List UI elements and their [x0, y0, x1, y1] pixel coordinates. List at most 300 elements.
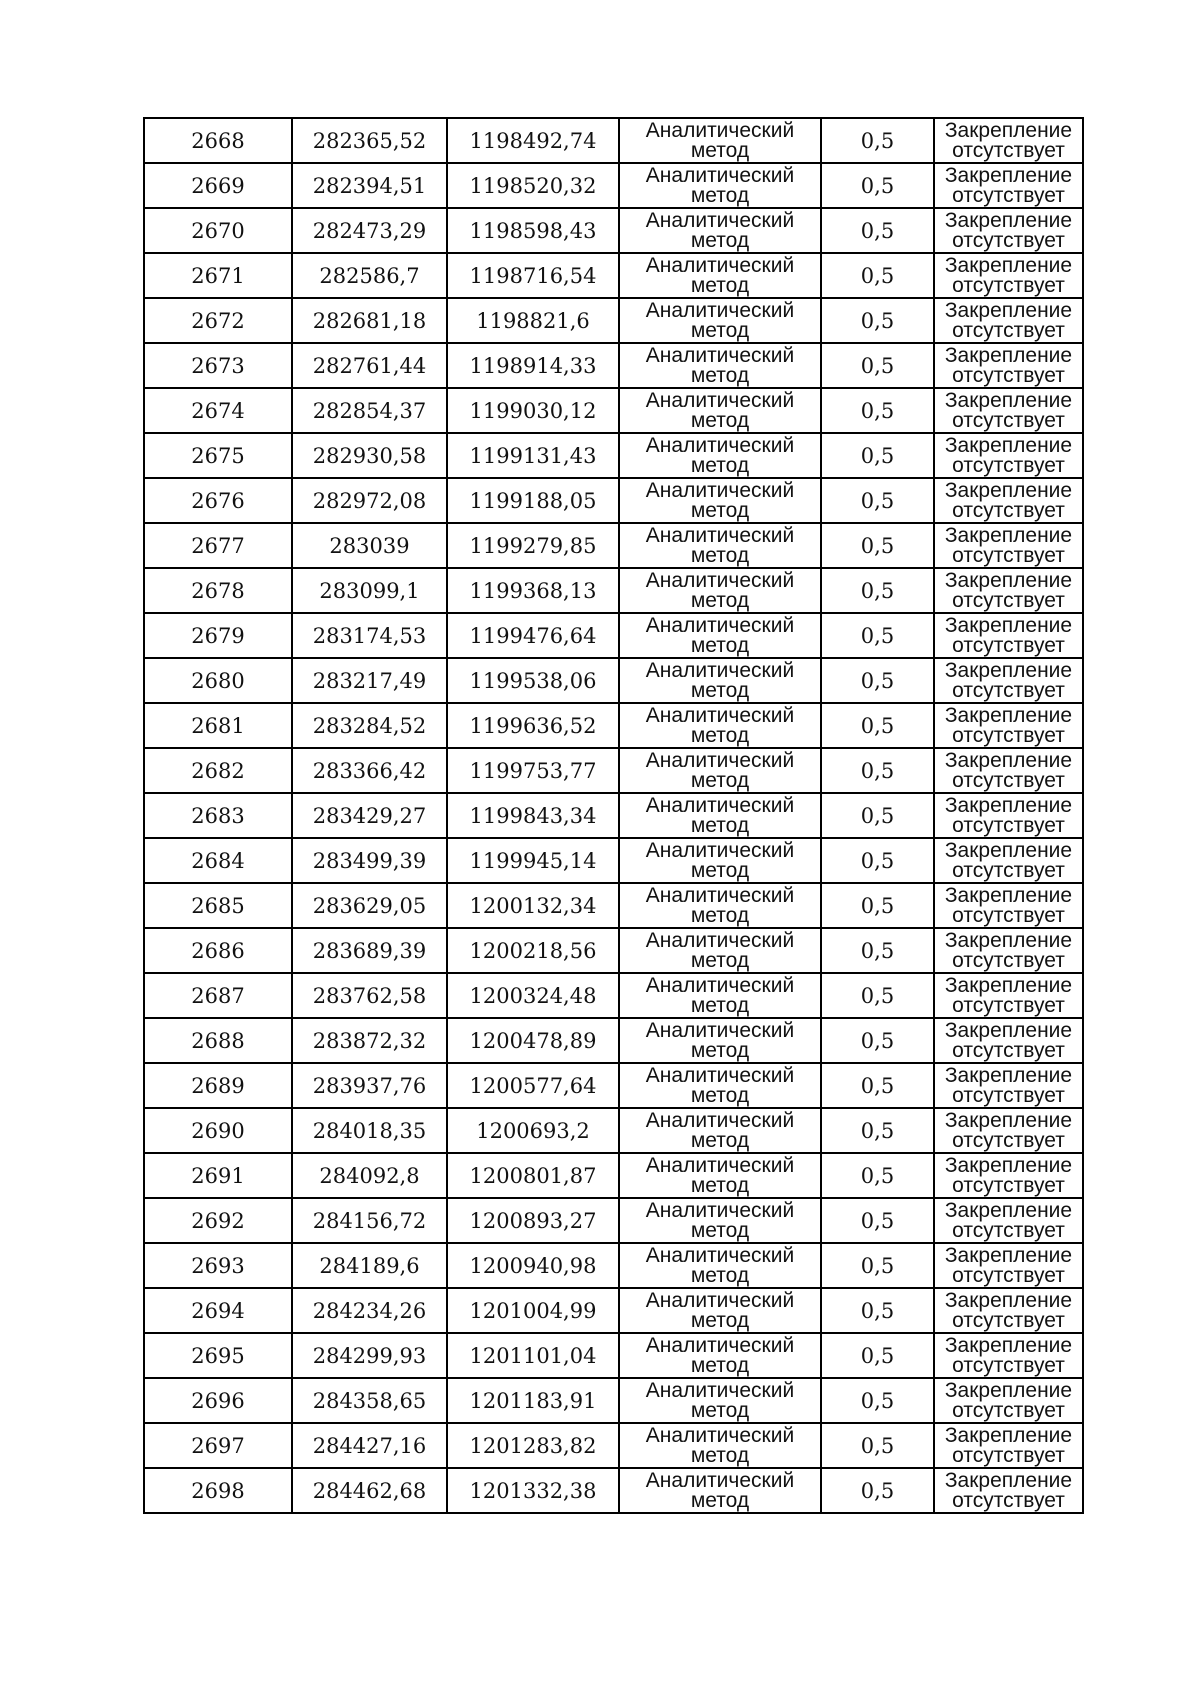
cell-method [619, 1108, 821, 1153]
cell-method-line-2: метод [690, 813, 750, 837]
cell-error: 0,5 [821, 343, 934, 388]
cell-method-line-2: метод [690, 498, 750, 522]
cell-method-line-2: метод [690, 678, 750, 702]
cell-fixing-line-2: отсутствует [952, 633, 1065, 657]
cell-fixing-line-1: Закрепление [944, 253, 1073, 277]
cell-fixing-line-2: отсутствует [952, 273, 1065, 297]
cell-y-coordinate: 1199753,77 [447, 748, 619, 793]
cell-point-number: 2694 [144, 1288, 292, 1333]
cell-fixing [934, 928, 1083, 973]
cell-fixing-line-1: Закрепление [944, 118, 1073, 142]
cell-x-coordinate: 283284,52 [292, 703, 447, 748]
cell-error: 0,5 [821, 208, 934, 253]
cell-point-number: 2698 [144, 1468, 292, 1513]
cell-fixing-line-1: Закрепление [944, 1378, 1073, 1402]
cell-fixing [934, 1423, 1083, 1468]
cell-point-number: 2680 [144, 658, 292, 703]
cell-error: 0,5 [821, 478, 934, 523]
cell-x-coordinate: 284018,35 [292, 1108, 447, 1153]
table-row [144, 928, 1083, 973]
cell-fixing-line-2: отсутствует [952, 1218, 1065, 1242]
cell-y-coordinate: 1200940,98 [447, 1243, 619, 1288]
cell-fixing-line-1: Закрепление [944, 568, 1073, 592]
cell-point-number: 2685 [144, 883, 292, 928]
cell-y-coordinate: 1199279,85 [447, 523, 619, 568]
cell-fixing-line-2: отсутствует [952, 1038, 1065, 1062]
cell-fixing-line-2: отсутствует [952, 1263, 1065, 1287]
cell-fixing-line-1: Закрепление [944, 1468, 1073, 1492]
cell-fixing [934, 883, 1083, 928]
table-row [144, 433, 1083, 478]
cell-method-line-1: Аналитический [645, 793, 795, 817]
cell-fixing-line-1: Закрепление [944, 1153, 1073, 1177]
cell-x-coordinate: 283039 [292, 523, 447, 568]
cell-method-line-2: метод [690, 768, 750, 792]
cell-y-coordinate: 1200324,48 [447, 973, 619, 1018]
cell-error: 0,5 [821, 1063, 934, 1108]
cell-x-coordinate: 282681,18 [292, 298, 447, 343]
cell-error: 0,5 [821, 163, 934, 208]
cell-error: 0,5 [821, 1288, 934, 1333]
table-row [144, 748, 1083, 793]
cell-error: 0,5 [821, 748, 934, 793]
cell-fixing [934, 793, 1083, 838]
cell-fixing [934, 208, 1083, 253]
cell-fixing [934, 118, 1083, 163]
cell-point-number: 2695 [144, 1333, 292, 1378]
cell-method-line-1: Аналитический [645, 253, 795, 277]
cell-method [619, 1468, 821, 1513]
cell-fixing-line-2: отсутствует [952, 993, 1065, 1017]
cell-error: 0,5 [821, 1333, 934, 1378]
cell-y-coordinate: 1198716,54 [447, 253, 619, 298]
cell-point-number: 2692 [144, 1198, 292, 1243]
cell-method-line-2: метод [690, 318, 750, 342]
cell-fixing [934, 1333, 1083, 1378]
cell-method [619, 1378, 821, 1423]
cell-fixing-line-2: отсутствует [952, 813, 1065, 837]
cell-point-number: 2693 [144, 1243, 292, 1288]
cell-method-line-2: метод [690, 453, 750, 477]
cell-fixing-line-1: Закрепление [944, 1063, 1073, 1087]
cell-method-line-2: метод [690, 1038, 750, 1062]
cell-method [619, 838, 821, 883]
cell-error: 0,5 [821, 253, 934, 298]
cell-method [619, 298, 821, 343]
cell-error: 0,5 [821, 1153, 934, 1198]
cell-method [619, 1333, 821, 1378]
cell-method-line-1: Аналитический [645, 343, 795, 367]
cell-method-line-2: метод [690, 1398, 750, 1422]
table-row [144, 793, 1083, 838]
cell-x-coordinate: 284092,8 [292, 1153, 447, 1198]
table-row [144, 1243, 1083, 1288]
cell-method [619, 253, 821, 298]
cell-fixing-line-1: Закрепление [944, 658, 1073, 682]
cell-fixing-line-2: отсутствует [952, 183, 1065, 207]
cell-fixing-line-1: Закрепление [944, 748, 1073, 772]
cell-method [619, 658, 821, 703]
cell-method-line-1: Аналитический [645, 613, 795, 637]
cell-fixing [934, 1153, 1083, 1198]
cell-error: 0,5 [821, 568, 934, 613]
cell-fixing-line-1: Закрепление [944, 343, 1073, 367]
cell-fixing [934, 1378, 1083, 1423]
table-row [144, 163, 1083, 208]
cell-fixing-line-2: отсутствует [952, 453, 1065, 477]
cell-method-line-2: метод [690, 993, 750, 1017]
table-row [144, 118, 1083, 163]
cell-fixing [934, 478, 1083, 523]
cell-method-line-2: метод [690, 273, 750, 297]
cell-x-coordinate: 283174,53 [292, 613, 447, 658]
cell-fixing [934, 613, 1083, 658]
cell-fixing-line-2: отсутствует [952, 723, 1065, 747]
cell-method-line-2: метод [690, 138, 750, 162]
cell-fixing-line-2: отсутствует [952, 903, 1065, 927]
cell-point-number: 2673 [144, 343, 292, 388]
cell-fixing-line-1: Закрепление [944, 613, 1073, 637]
cell-fixing-line-2: отсутствует [952, 1308, 1065, 1332]
cell-error: 0,5 [821, 658, 934, 703]
cell-method [619, 1198, 821, 1243]
cell-method [619, 388, 821, 433]
cell-fixing-line-2: отсутствует [952, 228, 1065, 252]
table-row [144, 658, 1083, 703]
cell-point-number: 2675 [144, 433, 292, 478]
cell-method-line-2: метод [690, 723, 750, 747]
cell-method-line-1: Аналитический [645, 478, 795, 502]
cell-y-coordinate: 1199476,64 [447, 613, 619, 658]
cell-method-line-2: метод [690, 903, 750, 927]
cell-error: 0,5 [821, 1243, 934, 1288]
cell-method-line-2: метод [690, 1173, 750, 1197]
cell-point-number: 2679 [144, 613, 292, 658]
cell-fixing [934, 433, 1083, 478]
cell-point-number: 2686 [144, 928, 292, 973]
cell-x-coordinate: 282473,29 [292, 208, 447, 253]
cell-method-line-2: метод [690, 633, 750, 657]
cell-error: 0,5 [821, 1423, 934, 1468]
cell-y-coordinate: 1200478,89 [447, 1018, 619, 1063]
cell-fixing-line-1: Закрепление [944, 1423, 1073, 1447]
cell-x-coordinate: 283366,42 [292, 748, 447, 793]
cell-point-number: 2690 [144, 1108, 292, 1153]
cell-point-number: 2689 [144, 1063, 292, 1108]
cell-fixing-line-1: Закрепление [944, 208, 1073, 232]
cell-x-coordinate: 284462,68 [292, 1468, 447, 1513]
cell-method-line-1: Аналитический [645, 1063, 795, 1087]
cell-point-number: 2697 [144, 1423, 292, 1468]
cell-fixing [934, 568, 1083, 613]
cell-fixing [934, 523, 1083, 568]
table-row [144, 568, 1083, 613]
cell-method-line-2: метод [690, 363, 750, 387]
cell-point-number: 2669 [144, 163, 292, 208]
cell-error: 0,5 [821, 1018, 934, 1063]
cell-method-line-1: Аналитический [645, 703, 795, 727]
cell-point-number: 2677 [144, 523, 292, 568]
cell-method-line-1: Аналитический [645, 298, 795, 322]
cell-method [619, 748, 821, 793]
cell-method-line-2: метод [690, 228, 750, 252]
cell-fixing [934, 973, 1083, 1018]
cell-method [619, 1288, 821, 1333]
cell-fixing-line-1: Закрепление [944, 703, 1073, 727]
cell-method-line-1: Аналитический [645, 1108, 795, 1132]
cell-x-coordinate: 283937,76 [292, 1063, 447, 1108]
cell-method-line-1: Аналитический [645, 568, 795, 592]
cell-fixing-line-2: отсутствует [952, 138, 1065, 162]
table-row [144, 838, 1083, 883]
cell-y-coordinate: 1199945,14 [447, 838, 619, 883]
table-row [144, 973, 1083, 1018]
cell-y-coordinate: 1200801,87 [447, 1153, 619, 1198]
cell-fixing-line-2: отсутствует [952, 768, 1065, 792]
cell-fixing-line-2: отсутствует [952, 588, 1065, 612]
cell-method [619, 883, 821, 928]
cell-x-coordinate: 284358,65 [292, 1378, 447, 1423]
cell-method-line-2: метод [690, 1308, 750, 1332]
cell-fixing-line-1: Закрепление [944, 163, 1073, 187]
cell-method [619, 973, 821, 1018]
cell-y-coordinate: 1200893,27 [447, 1198, 619, 1243]
cell-x-coordinate: 284189,6 [292, 1243, 447, 1288]
cell-x-coordinate: 283499,39 [292, 838, 447, 883]
cell-point-number: 2681 [144, 703, 292, 748]
cell-fixing-line-1: Закрепление [944, 523, 1073, 547]
cell-y-coordinate: 1199368,13 [447, 568, 619, 613]
cell-x-coordinate: 283629,05 [292, 883, 447, 928]
cell-error: 0,5 [821, 1378, 934, 1423]
cell-method-line-1: Аналитический [645, 1018, 795, 1042]
cell-method [619, 163, 821, 208]
table-row [144, 1018, 1083, 1063]
cell-method [619, 568, 821, 613]
cell-y-coordinate: 1199188,05 [447, 478, 619, 523]
cell-x-coordinate: 283872,32 [292, 1018, 447, 1063]
cell-x-coordinate: 282930,58 [292, 433, 447, 478]
cell-fixing-line-1: Закрепление [944, 838, 1073, 862]
table-row [144, 1153, 1083, 1198]
cell-fixing [934, 1108, 1083, 1153]
cell-method [619, 1018, 821, 1063]
cell-fixing [934, 658, 1083, 703]
cell-method [619, 433, 821, 478]
cell-point-number: 2683 [144, 793, 292, 838]
cell-fixing [934, 163, 1083, 208]
cell-point-number: 2674 [144, 388, 292, 433]
cell-y-coordinate: 1201101,04 [447, 1333, 619, 1378]
table-row [144, 613, 1083, 658]
table-row [144, 883, 1083, 928]
cell-method-line-1: Аналитический [645, 163, 795, 187]
cell-method-line-1: Аналитический [645, 118, 795, 142]
cell-fixing-line-2: отсутствует [952, 1083, 1065, 1107]
cell-point-number: 2682 [144, 748, 292, 793]
cell-point-number: 2670 [144, 208, 292, 253]
cell-fixing-line-2: отсутствует [952, 1488, 1065, 1512]
cell-fixing-line-2: отсутствует [952, 1128, 1065, 1152]
table-row [144, 343, 1083, 388]
cell-method-line-1: Аналитический [645, 883, 795, 907]
cell-fixing-line-1: Закрепление [944, 928, 1073, 952]
cell-method [619, 703, 821, 748]
cell-y-coordinate: 1198520,32 [447, 163, 619, 208]
table-row [144, 523, 1083, 568]
cell-y-coordinate: 1199843,34 [447, 793, 619, 838]
cell-method-line-1: Аналитический [645, 1243, 795, 1267]
table-row [144, 1468, 1083, 1513]
cell-fixing [934, 1288, 1083, 1333]
cell-fixing [934, 703, 1083, 748]
cell-method-line-1: Аналитический [645, 388, 795, 412]
cell-point-number: 2676 [144, 478, 292, 523]
cell-y-coordinate: 1200577,64 [447, 1063, 619, 1108]
cell-fixing-line-2: отсутствует [952, 498, 1065, 522]
cell-y-coordinate: 1200132,34 [447, 883, 619, 928]
cell-method [619, 118, 821, 163]
table-row [144, 208, 1083, 253]
cell-y-coordinate: 1200693,2 [447, 1108, 619, 1153]
cell-fixing [934, 1198, 1083, 1243]
cell-y-coordinate: 1198914,33 [447, 343, 619, 388]
cell-x-coordinate: 282854,37 [292, 388, 447, 433]
cell-error: 0,5 [821, 928, 934, 973]
cell-error: 0,5 [821, 118, 934, 163]
cell-method [619, 1153, 821, 1198]
table-row [144, 1333, 1083, 1378]
cell-fixing [934, 1018, 1083, 1063]
table-row [144, 1378, 1083, 1423]
cell-y-coordinate: 1201004,99 [447, 1288, 619, 1333]
cell-method-line-2: метод [690, 408, 750, 432]
cell-fixing-line-1: Закрепление [944, 1288, 1073, 1312]
cell-point-number: 2684 [144, 838, 292, 883]
cell-method-line-1: Аналитический [645, 1333, 795, 1357]
cell-method-line-1: Аналитический [645, 973, 795, 997]
table-row [144, 703, 1083, 748]
cell-fixing [934, 253, 1083, 298]
cell-error: 0,5 [821, 433, 934, 478]
cell-method-line-1: Аналитический [645, 1378, 795, 1402]
cell-fixing [934, 748, 1083, 793]
table-row [144, 1288, 1083, 1333]
cell-method [619, 1063, 821, 1108]
cell-x-coordinate: 284156,72 [292, 1198, 447, 1243]
cell-fixing-line-2: отсутствует [952, 858, 1065, 882]
cell-x-coordinate: 283429,27 [292, 793, 447, 838]
cell-error: 0,5 [821, 883, 934, 928]
cell-error: 0,5 [821, 298, 934, 343]
cell-y-coordinate: 1199636,52 [447, 703, 619, 748]
cell-point-number: 2688 [144, 1018, 292, 1063]
cell-method [619, 793, 821, 838]
cell-fixing [934, 838, 1083, 883]
cell-method-line-2: метод [690, 1263, 750, 1287]
cell-x-coordinate: 282972,08 [292, 478, 447, 523]
cell-point-number: 2668 [144, 118, 292, 163]
table-row [144, 478, 1083, 523]
cell-fixing-line-2: отсутствует [952, 1443, 1065, 1467]
cell-fixing-line-2: отсутствует [952, 318, 1065, 342]
table-row [144, 1423, 1083, 1468]
cell-method-line-1: Аналитический [645, 1288, 795, 1312]
cell-fixing-line-2: отсутствует [952, 543, 1065, 567]
table-row [144, 253, 1083, 298]
table-row [144, 298, 1083, 343]
table-row [144, 1198, 1083, 1243]
cell-fixing-line-2: отсутствует [952, 363, 1065, 387]
cell-point-number: 2672 [144, 298, 292, 343]
cell-y-coordinate: 1199030,12 [447, 388, 619, 433]
cell-y-coordinate: 1201283,82 [447, 1423, 619, 1468]
cell-method [619, 1243, 821, 1288]
cell-fixing-line-2: отсутствует [952, 948, 1065, 972]
cell-method-line-2: метод [690, 588, 750, 612]
cell-fixing-line-2: отсутствует [952, 1173, 1065, 1197]
cell-fixing-line-1: Закрепление [944, 1333, 1073, 1357]
cell-y-coordinate: 1201183,91 [447, 1378, 619, 1423]
cell-x-coordinate: 283689,39 [292, 928, 447, 973]
cell-method-line-1: Аналитический [645, 1423, 795, 1447]
cell-point-number: 2671 [144, 253, 292, 298]
cell-method-line-2: метод [690, 1128, 750, 1152]
cell-error: 0,5 [821, 1198, 934, 1243]
cell-x-coordinate: 283099,1 [292, 568, 447, 613]
cell-x-coordinate: 282761,44 [292, 343, 447, 388]
cell-fixing-line-1: Закрепление [944, 1108, 1073, 1132]
cell-error: 0,5 [821, 793, 934, 838]
cell-method-line-1: Аналитический [645, 838, 795, 862]
cell-method [619, 208, 821, 253]
cell-x-coordinate: 282586,7 [292, 253, 447, 298]
cell-x-coordinate: 283217,49 [292, 658, 447, 703]
cell-x-coordinate: 284234,26 [292, 1288, 447, 1333]
cell-point-number: 2678 [144, 568, 292, 613]
cell-fixing-line-1: Закрепление [944, 1243, 1073, 1267]
cell-error: 0,5 [821, 613, 934, 658]
cell-method-line-2: метод [690, 183, 750, 207]
cell-method-line-1: Аналитический [645, 658, 795, 682]
cell-fixing-line-1: Закрепление [944, 433, 1073, 457]
cell-error: 0,5 [821, 1468, 934, 1513]
cell-fixing-line-2: отсутствует [952, 408, 1065, 432]
cell-method [619, 343, 821, 388]
cell-method-line-1: Аналитический [645, 748, 795, 772]
cell-y-coordinate: 1199538,06 [447, 658, 619, 703]
cell-method-line-2: метод [690, 1488, 750, 1512]
cell-fixing-line-1: Закрепление [944, 478, 1073, 502]
cell-method [619, 613, 821, 658]
cell-method-line-1: Аналитический [645, 523, 795, 547]
cell-fixing [934, 1243, 1083, 1288]
table-row [144, 1108, 1083, 1153]
cell-method-line-2: метод [690, 858, 750, 882]
cell-y-coordinate: 1201332,38 [447, 1468, 619, 1513]
coordinates-table [143, 117, 1084, 1514]
cell-y-coordinate: 1199131,43 [447, 433, 619, 478]
cell-error: 0,5 [821, 388, 934, 433]
cell-fixing-line-1: Закрепление [944, 793, 1073, 817]
cell-fixing-line-1: Закрепление [944, 1018, 1073, 1042]
cell-method [619, 523, 821, 568]
cell-point-number: 2691 [144, 1153, 292, 1198]
table-row [144, 1063, 1083, 1108]
cell-method-line-2: метод [690, 543, 750, 567]
cell-error: 0,5 [821, 973, 934, 1018]
cell-y-coordinate: 1198598,43 [447, 208, 619, 253]
